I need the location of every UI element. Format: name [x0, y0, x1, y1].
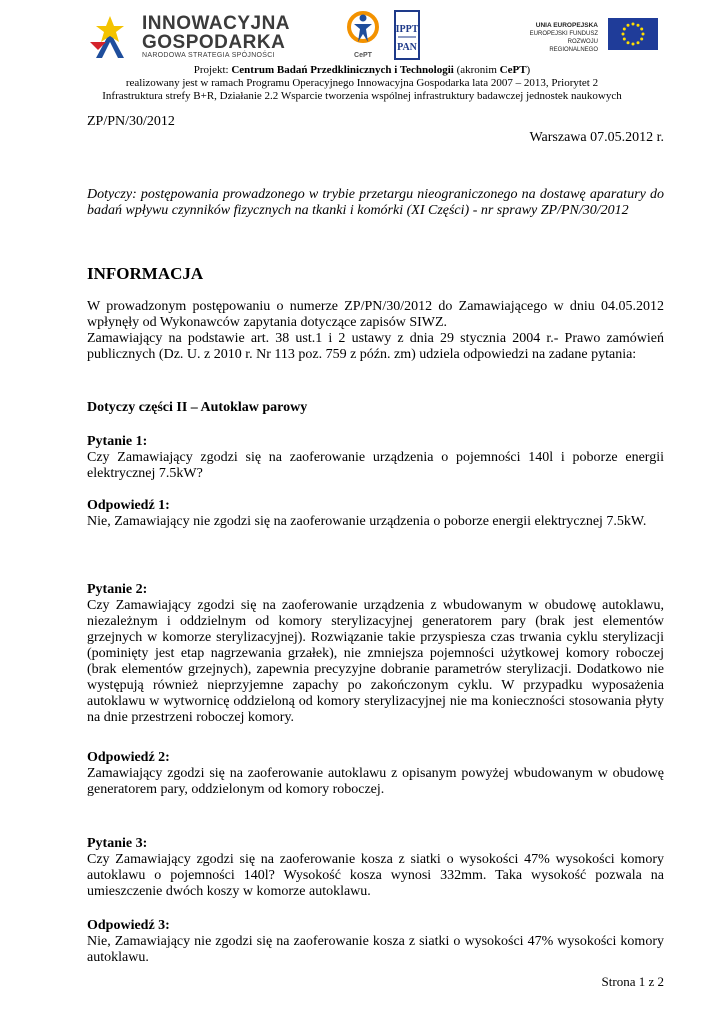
project-header: [40, 64, 684, 103]
logo-ig-line1: INNOWACYJNA: [142, 13, 291, 34]
project-prefix: Projekt:: [193, 64, 232, 76]
eu-line2: EUROPEJSKI FUNDUSZ: [529, 31, 598, 37]
eu-fund-text: [518, 22, 598, 54]
question-3-text: Czy Zamawiający zgodzi się na zaoferowanie kosza z siatki o wysokości 47% wysokości komory autoklawu o pojemności 140l? Wysokość kosza wynosi 332mm. Taka wysokość pozwala na umieszczenie dwóch koszy w komorze autoklawu.: [87, 852, 664, 899]
answer-2: [87, 750, 664, 798]
answer-3-label: Odpowiedź 3:: [87, 918, 170, 933]
answer-1-label: Odpowiedź 1:: [87, 498, 170, 513]
cept-logo-label: CePT: [354, 52, 372, 59]
logo-ig-line2: GOSPODARKA: [142, 32, 286, 53]
question-3-label: Pytanie 3:: [87, 836, 148, 851]
innowacyjna-gospodarka-mark-icon: [88, 12, 132, 60]
project-line3: Infrastruktura strefy B+R, Działanie 2.2 Wsparcie tworzenia wspólnej infrastruktury badawczej jednostek naukowych: [102, 90, 622, 102]
answer-1: [87, 498, 664, 530]
project-line2: realizowany jest w ramach Programu Operacyjnego Innowacyjna Gospodarka lata 2007 – 2013, Priorytet 2: [125, 77, 599, 89]
project-acronym-suffix: ): [526, 64, 531, 76]
question-2-text: Czy Zamawiający zgodzi się na zaoferowanie urządzenia z wbudowanym w obudowę autoklawu, niezależnym i oddzielnym od komory sterylizacyjnej generatorem pary (brak jest elementów grzejnych w komorze sterylizacyjnej). Rozwiązanie takie przyspiesza czas trwania cyklu sterylizacji (pominięty jest etap nagrzewania grzałek), nie zmniejsza pojemności użytkowej komory roboczej (brak elementów grzejnych), zapewnia precyzyjne dobranie parametrów sterylizacji. Dodatkowo nie występują również nieprzyjemne zapachy po zakończonym cyklu. W przypadku wyposażenia autoklawu w wytwornicę oddzieloną od komory sterylizacyjnej nie ma konieczności stosowania płyty na dnie przestrzeni roboczej komory.: [87, 598, 664, 725]
answer-2-text: Zamawiający zgodzi się na zaoferowanie autoklawu z opisanym powyżej wbudowanym w obudowę generatorem pary, oddzielonym od komory roboczej.: [87, 766, 664, 797]
logo-bar: [84, 6, 664, 64]
question-2: [87, 582, 664, 726]
subject-line: Dotyczy: postępowania prowadzonego w trybie przetargu nieograniczonego na dostawę aparatury do badań wpływu czynników fizycznych na tkanki i komórki (XI Części) - nr sprawy ZP/PN/30/2012: [87, 187, 664, 218]
answer-1-text: Nie, Zamawiający nie zgodzi się na zaoferowanie urządzenia o poborze energii elektrycznej 7.5kW.: [87, 514, 647, 529]
question-1: [87, 434, 664, 482]
innowacyjna-gospodarka-logo: [84, 8, 291, 64]
answer-3-text: Nie, Zamawiający nie zgodzi się na zaoferowanie kosza z siatki o wysokości 47% wysokości komory autoklawu.: [87, 934, 664, 965]
reference-number: ZP/PN/30/2012: [87, 114, 175, 129]
eu-line3: ROZWOJU REGIONALNEGO: [549, 39, 598, 53]
project-acronym-prefix: (akronim: [453, 64, 500, 76]
project-acronym: CePT: [499, 64, 527, 76]
document-title: INFORMACJA: [87, 264, 204, 283]
cept-figure-icon: [346, 10, 380, 50]
logo-ig-subtitle: NARODOWA STRATEGIA SPÓJNOŚCI: [142, 52, 275, 59]
eu-flag-icon: [608, 18, 658, 50]
svg-text:PAN: PAN: [397, 42, 417, 53]
document-date: Warszawa 07.05.2012 r.: [529, 130, 664, 145]
ippt-pan-mark-icon: [394, 10, 420, 60]
question-1-label: Pytanie 1:: [87, 434, 148, 449]
project-name: Centrum Badań Przedklinicznych i Technologii: [231, 64, 454, 76]
part-heading: Dotyczy części II – Autoklaw parowy: [87, 400, 308, 415]
question-2-label: Pytanie 2:: [87, 582, 148, 597]
page-number: Strona 1 z 2: [601, 974, 664, 989]
project-line1: [40, 64, 684, 77]
cept-logo: [346, 10, 380, 60]
svg-text:IPPT: IPPT: [395, 24, 419, 35]
answer-2-label: Odpowiedź 2:: [87, 750, 170, 765]
intro-text-2: Zamawiający na podstawie art. 38 ust.1 i 2 ustawy z dnia 29 stycznia 2004 r.- Prawo zamówień publicznych (Dz. U. z 2010 r. Nr 113 poz. 759 z późn. zm) udziela odpowiedzi na zadane pytania:: [87, 331, 664, 362]
intro-text-1: W prowadzonym postępowaniu o numerze ZP/PN/30/2012 do Zamawiającego w dniu 04.05.2012 wpłynęły od Wykonawców zapytania dotyczące zapisów SIWZ.: [87, 299, 664, 330]
ippt-pan-logo: [394, 10, 420, 60]
intro-paragraph: [87, 299, 664, 363]
eu-fund-logo: [478, 16, 658, 56]
answer-3: [87, 918, 664, 966]
question-3: [87, 836, 664, 900]
question-1-text: Czy Zamawiający zgodzi się na zaoferowanie urządzenia o pojemności 140l i poborze energii elektrycznej 7.5kW?: [87, 450, 664, 481]
eu-line1: UNIA EUROPEJSKA: [535, 22, 598, 29]
